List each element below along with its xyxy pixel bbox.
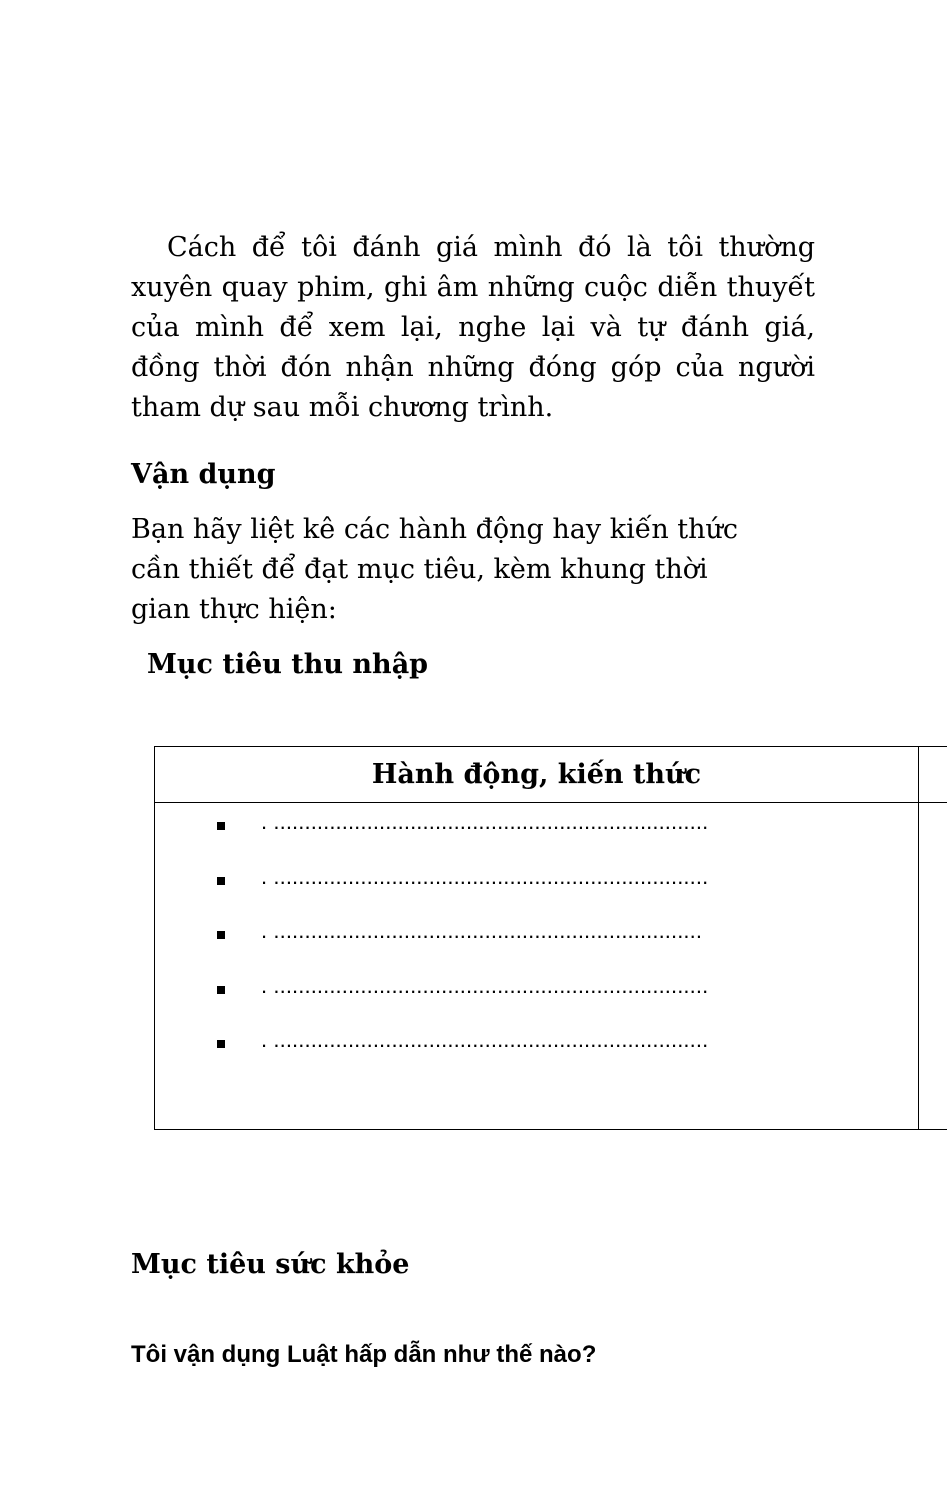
- intro-paragraph: Cách để tôi đánh giá mình đó là tôi thường xuyên quay phim, ghi âm những cuộc diễn thuyết của mình để xem lại, nghe lại và tự đánh giá, đồng thời đón nhận những đóng góp của người tham dự sau mỗi chương trình.: [131, 232, 815, 423]
- list-item: [155, 858, 918, 913]
- table-column-header: Hành động, kiến thức: [155, 747, 918, 803]
- square-bullet-icon: [217, 822, 225, 830]
- table-header-rule: [918, 802, 947, 803]
- list-item: [155, 1021, 918, 1076]
- section-heading-van-dung: Vận dụng: [131, 459, 276, 490]
- income-goal-table: [154, 746, 947, 1130]
- table-column-divider: [918, 747, 919, 1129]
- square-bullet-icon: [217, 877, 225, 885]
- fill-in-dotted-line[interactable]: . ......................................................................: [261, 809, 709, 834]
- fill-in-dotted-line[interactable]: . ......................................................................: [261, 1027, 709, 1052]
- fill-in-dotted-line[interactable]: . ......................................................................: [261, 863, 709, 889]
- fill-in-dotted-line[interactable]: . ......................................................................: [261, 972, 709, 998]
- square-bullet-icon: [217, 986, 225, 994]
- income-goal-heading: Mục tiêu thu nhập: [147, 649, 429, 680]
- question-heading: Tôi vận dụng Luật hấp dẫn như thế nào?: [131, 1341, 597, 1368]
- list-item: [155, 912, 918, 967]
- action-bullet-list: [155, 803, 918, 1076]
- square-bullet-icon: [217, 931, 225, 939]
- apply-instruction: Bạn hãy liệt kê các hành động hay kiến thức cần thiết để đạt mục tiêu, kèm khung thời gian thực hiện:: [131, 514, 739, 625]
- fill-in-dotted-line[interactable]: . .....................................................................: [261, 918, 703, 943]
- list-item: [155, 803, 918, 858]
- list-item: [155, 967, 918, 1022]
- square-bullet-icon: [217, 1040, 225, 1048]
- health-goal-heading: Mục tiêu sức khỏe: [131, 1249, 410, 1280]
